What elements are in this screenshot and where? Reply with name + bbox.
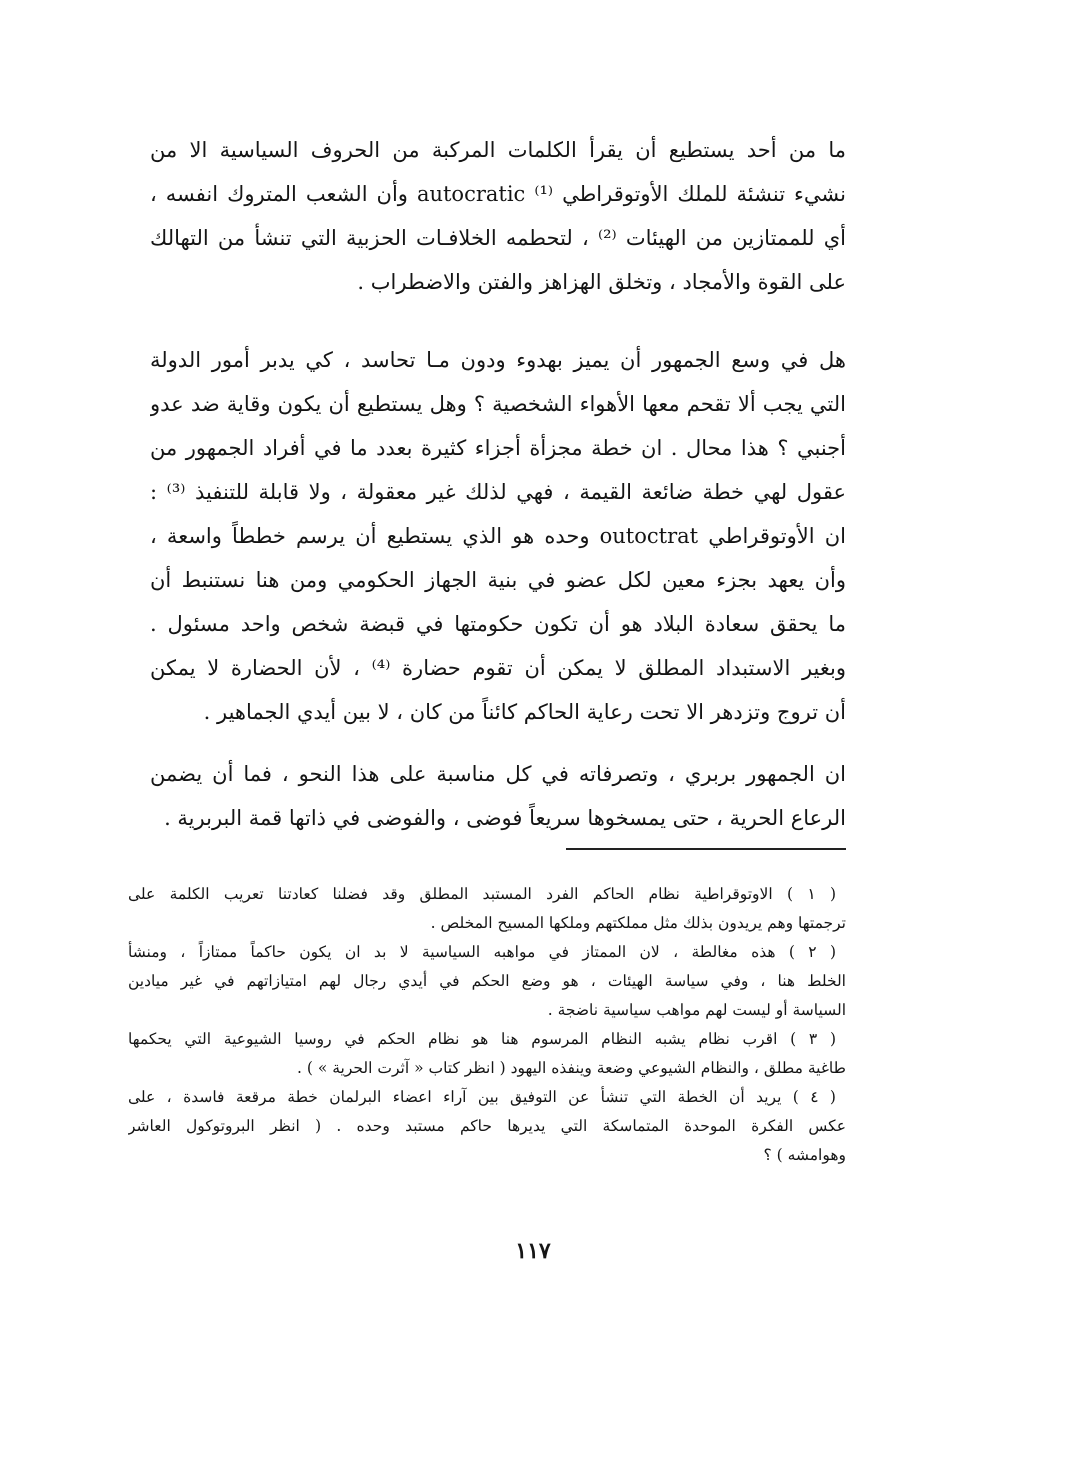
footnotes xyxy=(128,880,846,1170)
footnote-line: طاغية مطلق ، والنظام الشيوعي وضعة وينفذه اليهود ( انظر كتاب « آثرت الحرية » ) . xyxy=(297,1059,846,1077)
footnote-line: عكس الفكرة الموحدة المتماسكة التي يديرها حاكم مستبد وحده . ( انظر البروتوكول العاشر xyxy=(128,1117,846,1135)
footnote-line: السياسة أو ليست لهم مواهب سياسية ناضجة . xyxy=(547,1001,846,1019)
text-line: وأن يعهد بجزء معين لكل عضو في بنية الجهاز الحكومي ومن هنا نستنبط أن xyxy=(150,568,846,592)
paragraph-1 xyxy=(150,128,846,304)
text-line: نشيء تنشئة للملك الأوتوقراطي autocratic ⁽¹⁾ وأن الشعب المتروك انفسه ، xyxy=(150,182,846,206)
footnote-line: الخلط هنا ، وفي سياسة الهيئات ، هو وضع الحكم في أيدي رجال لهم امتيازاتهم في غير ميادين xyxy=(128,972,846,990)
text-line: أجنبي ؟ هذا محال . ان خطة مجزأة أجزاء كثيرة بعدد ما في أفراد الجمهور من xyxy=(150,436,846,460)
footnote-divider xyxy=(566,848,846,850)
footnote-line: ( ٢ ) هذه مغالطة ، لان الممتاز في مواهبه السياسية لا بد ان يكون حاكماً ممتازاً ، ومنشأ xyxy=(128,943,836,961)
paragraph-2 xyxy=(150,338,846,734)
text-line: ان الأوتوقراطي outoctrat وحده هو الذي يستطيع أن يرسم خططاً واسعة ، xyxy=(150,524,846,548)
footnote-line: ( ١ ) الاوتوقراطية نظام الحاكم الفرد المستبد المطلق وقد فضلنا كعادتنا تعريب الكلمة على xyxy=(128,885,836,903)
footnote-line: ترجمتها وهم يريدون بذلك مثل مملكتهم وملكها المسيح المخلص . xyxy=(430,914,846,932)
text-line: عقول لهي خطة ضائعة القيمة ، فهي لذلك غير معقولة ، ولا قابلة للتنفيذ ⁽³⁾ : xyxy=(150,480,846,504)
paragraph-3 xyxy=(150,752,846,840)
footnote-line: ( ٤ ) يريد أن الخطة التي تنشأ عن التوفيق بين آراء اعضاء البرلمان خطة مرقعة فاسدة ، على xyxy=(128,1088,836,1106)
text-line: أي للممتازين من الهيئات ⁽²⁾ ، لتحطمه الخلافـات الحزبية التي تنشأ من التهالك xyxy=(150,226,846,250)
text-line: ما من أحد يستطيع أن يقرأ الكلمات المركبة من الحروف السياسية الا من xyxy=(150,138,846,162)
page-number: ١١٧ xyxy=(515,1238,551,1264)
text-line: أن تروج وتزدهر الا تحت رعاية الحاكم كائناً من كان ، لا بين أيدي الجماهير . xyxy=(203,700,846,724)
footnote-line: ( ٣ ) اقرب نظام يشبه النظام المرسوم هنا هو نظام الحكم في روسيا الشيوعية التي يحكمها xyxy=(128,1030,836,1048)
text-line: على القوة والأمجاد ، وتخلق الهزاهز والفتن والاضطراب . xyxy=(357,270,846,294)
footnote-line: وهوامشه ) ؟ xyxy=(763,1146,846,1164)
text-line: ما يحقق سعادة البلاد هو أن تكون حكومتها في قبضة شخص واحد مسئول . xyxy=(150,612,846,636)
text-line: وبغير الاستبداد المطلق لا يمكن أن تقوم حضارة ⁽⁴⁾ ، لأن الحضارة لا يمكن xyxy=(150,656,846,680)
text-line: هل في وسع الجمهور أن يميز بهدوء ودون مـا تحاسد ، كي يدبر أمور الدولة xyxy=(150,348,846,372)
text-line: ان الجمهور بربري ، وتصرفاته في كل مناسبة على هذا النحو ، فما أن يضمن xyxy=(150,762,846,786)
text-line: الرعاع الحرية ، حتى يمسخوها سريعاً فوضى ، والفوضى في ذاتها قمة البربرية . xyxy=(164,806,846,830)
text-line: التي يجب ألا تقحم معها الأهواء الشخصية ؟ وهل يستطيع أن يكون وقاية ضد عدو xyxy=(150,392,846,416)
